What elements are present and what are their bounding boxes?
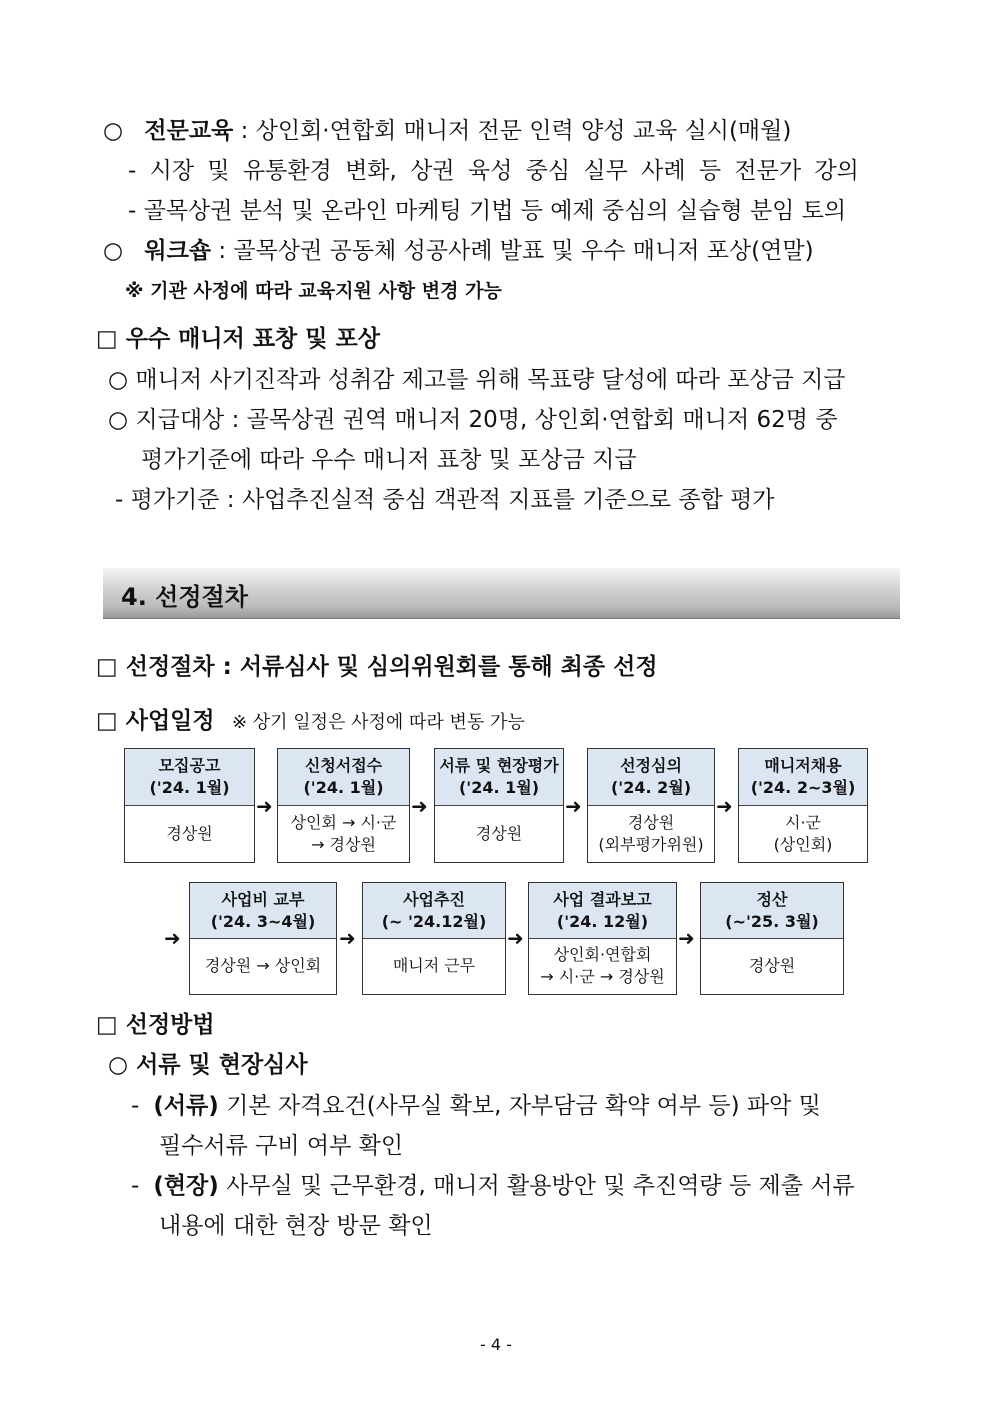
section-heading: 4. 선정절차 [121,583,248,611]
arrow-icon: ➜ [565,794,582,818]
flow-box-date: ('24. 1월) [458,778,540,797]
procedure-title: □ 선정절차 : 서류심사 및 심의위원회를 통해 최종 선정 [96,654,658,680]
schedule-note: ※ 상기 일정은 사정에 따라 변동 가능 [231,712,525,733]
schedule-title: □ 사업일정 [96,708,215,734]
flow-box-title: 사업 결과보고 [553,889,652,909]
page-number: - 4 - [480,1335,512,1354]
method-item-2-text: 사무실 및 근무환경, 매니저 활용방안 및 추진역량 등 제출 서류 [218,1173,855,1199]
flow-box-actor-2: → 경상원 [311,834,376,854]
flow-box-actor: 경상원 [166,823,213,843]
dash: - [131,1173,140,1199]
arrow-icon: ➜ [339,926,356,950]
flow-box-title: 선정심의 [620,756,682,775]
arrow-icon: ➜ [411,794,428,818]
arrow-icon: ➜ [256,794,273,818]
flow-box-date: ('24. 2월) [610,778,692,797]
edu-head: 전문교육 [144,118,234,144]
dash: - [131,1093,140,1119]
workshop-head: 워크숍 [144,238,212,264]
method-item-2-head: (현장) [153,1173,219,1199]
edu-text: : 상인회·연합회 매니저 전문 인력 양성 교육 실시(매월) [233,118,792,144]
flow-box [434,748,564,863]
flow-box-date: ('24. 3~4월) [210,911,316,931]
flow-box [587,748,715,863]
bullet-circle: ○ [103,118,124,144]
flow-box [124,748,255,863]
flow-box-actor: 상인회·연합회 [553,945,652,964]
flow-box-title: 신청서접수 [304,756,383,775]
workshop-text: : 골목상권 공동체 성공사례 발표 및 우수 매니저 포상(연말) [211,238,814,264]
section-banner [103,568,900,619]
flow-box-date: (~ '24.12월) [381,911,487,931]
flow-box-title: 사업비 교부 [221,889,305,909]
flow-box-title: 매니저채용 [764,756,842,775]
arrow-icon: ➜ [164,926,181,950]
flow-box-actor: 경상원 → 상인회 [204,956,322,975]
bullet-circle: ○ [103,238,124,264]
flow-box-actor: 시·군 [785,812,821,832]
flow-box-actor-2: (상인회) [773,834,833,854]
award-title: □ 우수 매니저 표창 및 포상 [96,326,380,352]
arrow-icon: ➜ [507,926,524,950]
arrow-icon: ➜ [716,794,733,818]
method-item-2 [131,1171,897,1201]
method-item-2-cont: 내용에 대한 현장 방문 확인 [159,1213,433,1239]
award-line-2b: 평가기준에 따라 우수 매니저 표창 및 포상금 지급 [141,447,637,473]
flow-box-title: 사업추진 [403,889,465,909]
edu-line-2 [103,236,814,266]
flow-box-title: 서류 및 현장평가 [439,756,559,775]
method-item-1-cont: 필수서류 구비 여부 확인 [159,1133,404,1159]
flow-box [277,748,410,863]
flow-box-date: ('24. 1월) [149,778,230,797]
method-sub: ○ 서류 및 현장심사 [108,1052,308,1078]
award-line-3: - 평가기준 : 사업추진실적 중심 객관적 지표를 기준으로 종합 평가 [115,487,775,513]
flow-box [700,882,844,995]
flow-box-date: ('24. 1월) [303,778,384,797]
flow-box-date: ('24. 2~3월) [750,778,856,797]
flow-box-title: 정산 [756,889,788,909]
arrow-icon: ➜ [678,926,695,950]
flow-box-date: (~'25. 3월) [725,911,819,931]
edu-sub-1: - 시장 및 유통환경 변화, 상권 육성 중심 실무 사례 등 전문가 강의 [128,158,859,184]
flow-box [738,748,868,863]
method-item-1-head: (서류) [153,1093,219,1119]
schedule-title-line [96,706,525,738]
flow-box-actor: 상인회 → 시·군 [290,812,397,832]
flow-box-actor: 경상원 [748,956,796,975]
award-line-1: ○ 매니저 사기진작과 성취감 제고를 위해 목표량 달성에 따라 포상금 지급 [108,367,846,393]
flow-box [362,882,506,995]
award-line-2a: ○ 지급대상 : 골목상권 권역 매니저 20명, 상인회·연합회 매니저 62명 중 [108,407,838,433]
flow-box [189,882,337,995]
method-title: □ 선정방법 [96,1012,215,1038]
flow-box [528,882,677,995]
flow-box-actor: 경상원 [627,812,675,832]
flow-box-actor-2: (외부평가위원) [598,834,704,854]
flow-box-actor: 경상원 [475,823,523,843]
flow-box-actor: 매니저 근무 [392,956,476,975]
edu-sub-2: - 골목상권 분석 및 온라인 마케팅 기법 등 예제 중심의 실습형 분임 토의 [128,198,847,224]
method-item-1-text: 기본 자격요건(사무실 확보, 자부담금 확약 여부 등) 파악 및 [218,1093,821,1119]
flow-box-actor-2: → 시·군 → 경상원 [540,967,665,986]
method-item-1 [131,1091,897,1121]
edu-note: ※ 기관 사정에 따라 교육지원 사항 변경 가능 [125,280,502,302]
flow-box-title: 모집공고 [158,756,221,775]
edu-line-1 [103,116,791,146]
flow-box-date: ('24. 12월) [556,911,649,931]
